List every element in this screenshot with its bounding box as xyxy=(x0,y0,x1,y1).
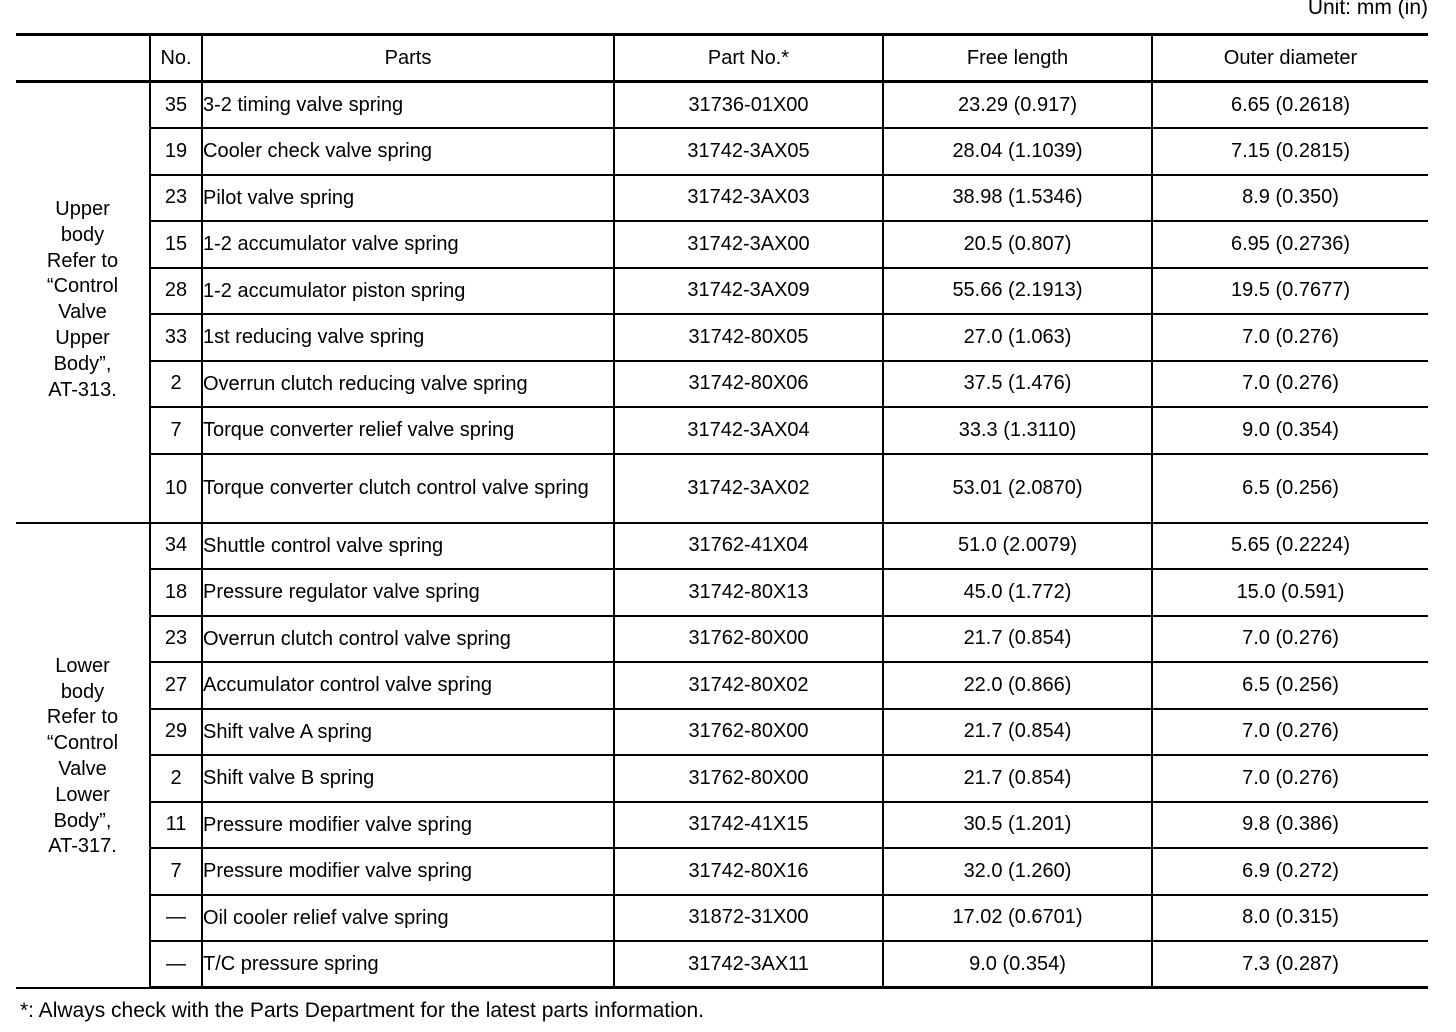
part-name: Shift valve A spring xyxy=(202,709,614,756)
table-row xyxy=(16,941,1428,988)
item-number: 7 xyxy=(150,848,202,895)
part-name: Accumulator control valve spring xyxy=(202,662,614,709)
group-label-line: “Control xyxy=(46,275,119,298)
part-name: Pressure modifier valve spring xyxy=(202,848,614,895)
outer-diameter: 6.5 (0.256) xyxy=(1152,662,1428,709)
group-label-line: body xyxy=(60,680,105,703)
lower-body-group-label xyxy=(16,523,150,988)
part-number: 31742-80X06 xyxy=(614,361,883,408)
unit-label: Unit: mm (in) xyxy=(1307,0,1428,19)
free-length: 37.5 (1.476) xyxy=(883,361,1152,408)
part-name: Torque converter relief valve spring xyxy=(202,407,614,454)
item-number: 33 xyxy=(150,314,202,361)
outer-diameter: 9.8 (0.386) xyxy=(1152,802,1428,849)
part-number: 31742-3AX03 xyxy=(614,175,883,222)
header-row xyxy=(16,35,1428,82)
table-row xyxy=(16,709,1428,756)
part-number: 31762-80X00 xyxy=(614,616,883,663)
part-number: 31872-31X00 xyxy=(614,895,883,942)
group-label-line: Upper xyxy=(55,198,110,221)
table-row xyxy=(16,314,1428,361)
group-label-line: Refer to xyxy=(46,249,119,272)
part-name: 1st reducing valve spring xyxy=(202,314,614,361)
part-name: Pilot valve spring xyxy=(202,175,614,222)
group-label-line: Valve xyxy=(58,758,107,780)
table-row xyxy=(16,82,1428,129)
table-row xyxy=(16,848,1428,895)
outer-diameter: 15.0 (0.591) xyxy=(1152,569,1428,616)
free-length: 21.7 (0.854) xyxy=(883,709,1152,756)
free-length: 55.66 (2.1913) xyxy=(883,268,1152,315)
group-label-line: AT-317. xyxy=(48,835,117,858)
item-number: 18 xyxy=(150,569,202,616)
group-label-line: “Control xyxy=(46,732,119,755)
group-label-line: body xyxy=(60,223,105,246)
table-row xyxy=(16,895,1428,942)
free-length: 33.3 (1.3110) xyxy=(883,407,1152,454)
free-length: 38.98 (1.5346) xyxy=(883,175,1152,222)
part-number: 31742-41X15 xyxy=(614,802,883,849)
part-name: Oil cooler relief valve spring xyxy=(202,895,614,942)
part-name: Pressure regulator valve spring xyxy=(202,569,614,616)
table-row xyxy=(16,454,1428,523)
item-number: — xyxy=(150,895,202,942)
group-label-line: Valve xyxy=(58,301,107,324)
part-name: Pressure modifier valve spring xyxy=(202,802,614,849)
outer-diameter: 8.9 (0.350) xyxy=(1152,175,1428,222)
outer-diameter: 5.65 (0.2224) xyxy=(1152,523,1428,570)
free-length: 20.5 (0.807) xyxy=(883,221,1152,268)
part-number: 31742-3AX00 xyxy=(614,221,883,268)
outer-diameter: 7.0 (0.276) xyxy=(1152,616,1428,663)
free-length: 27.0 (1.063) xyxy=(883,314,1152,361)
table-row xyxy=(16,221,1428,268)
part-name: Overrun clutch control valve spring xyxy=(202,616,614,663)
group-label-line: AT-313. xyxy=(48,378,117,401)
free-length: 9.0 (0.354) xyxy=(883,941,1152,988)
table-row xyxy=(16,361,1428,408)
free-length: 32.0 (1.260) xyxy=(883,848,1152,895)
free-length: 23.29 (0.917) xyxy=(883,82,1152,129)
table-row xyxy=(16,569,1428,616)
group-label-line: Body”, xyxy=(53,352,112,375)
upper-body-group-label xyxy=(16,82,150,523)
free-length: 30.5 (1.201) xyxy=(883,802,1152,849)
table-row xyxy=(16,523,1428,570)
outer-diameter: 8.0 (0.315) xyxy=(1152,895,1428,942)
free-length-column-header: Free length xyxy=(883,35,1152,82)
table-row xyxy=(16,755,1428,802)
parts-column-header: Parts xyxy=(202,35,614,82)
spring-spec-table xyxy=(16,33,1428,989)
item-number: 28 xyxy=(150,268,202,315)
outer-diameter: 7.0 (0.276) xyxy=(1152,361,1428,408)
no-column-header: No. xyxy=(150,35,202,82)
group-label-line: Lower xyxy=(55,783,110,806)
outer-diameter: 9.0 (0.354) xyxy=(1152,407,1428,454)
part-number: 31736-01X00 xyxy=(614,82,883,129)
part-no-column-header: Part No.* xyxy=(614,35,883,82)
part-number: 31742-80X02 xyxy=(614,662,883,709)
item-number: 29 xyxy=(150,709,202,756)
free-length: 51.0 (2.0079) xyxy=(883,523,1152,570)
part-number: 31742-3AX09 xyxy=(614,268,883,315)
item-number: 2 xyxy=(150,755,202,802)
outer-diameter: 7.0 (0.276) xyxy=(1152,709,1428,756)
outer-diameter: 6.95 (0.2736) xyxy=(1152,221,1428,268)
free-length: 53.01 (2.0870) xyxy=(883,454,1152,523)
part-number: 31762-80X00 xyxy=(614,709,883,756)
item-number: 27 xyxy=(150,662,202,709)
outer-diameter: 7.0 (0.276) xyxy=(1152,314,1428,361)
part-number: 31742-80X16 xyxy=(614,848,883,895)
table-row xyxy=(16,802,1428,849)
item-number: 34 xyxy=(150,523,202,570)
outer-diameter: 6.5 (0.256) xyxy=(1152,454,1428,523)
free-length: 28.04 (1.1039) xyxy=(883,128,1152,175)
group-label-line: Lower xyxy=(55,654,110,677)
item-number: 11 xyxy=(150,802,202,849)
free-length: 21.7 (0.854) xyxy=(883,616,1152,663)
item-number: 23 xyxy=(150,175,202,222)
part-name: T/C pressure spring xyxy=(202,941,614,988)
part-name: Shift valve B spring xyxy=(202,755,614,802)
part-number: 31742-3AX02 xyxy=(614,454,883,523)
part-name: Overrun clutch reducing valve spring xyxy=(202,361,614,408)
part-number: 31742-3AX05 xyxy=(614,128,883,175)
outer-diameter: 19.5 (0.7677) xyxy=(1152,268,1428,315)
outer-diameter-column-header: Outer diameter xyxy=(1152,35,1428,82)
part-name: 1-2 accumulator piston spring xyxy=(202,268,614,315)
part-number: 31742-80X13 xyxy=(614,569,883,616)
upper-body-section xyxy=(16,82,1428,523)
item-number: 23 xyxy=(150,616,202,663)
item-number: 15 xyxy=(150,221,202,268)
part-name: 1-2 accumulator valve spring xyxy=(202,221,614,268)
part-number: 31762-80X00 xyxy=(614,755,883,802)
part-name: Shuttle control valve spring xyxy=(202,523,614,570)
item-number: 35 xyxy=(150,82,202,129)
table-row xyxy=(16,175,1428,222)
table-row xyxy=(16,616,1428,663)
free-length: 22.0 (0.866) xyxy=(883,662,1152,709)
free-length: 21.7 (0.854) xyxy=(883,755,1152,802)
table-row xyxy=(16,268,1428,315)
table-row xyxy=(16,662,1428,709)
part-number: 31762-41X04 xyxy=(614,523,883,570)
group-label-line: Body”, xyxy=(53,809,112,832)
part-number: 31742-3AX04 xyxy=(614,407,883,454)
lower-body-section xyxy=(16,523,1428,988)
table-row xyxy=(16,407,1428,454)
part-name: 3-2 timing valve spring xyxy=(202,82,614,129)
part-number: 31742-80X05 xyxy=(614,314,883,361)
free-length: 17.02 (0.6701) xyxy=(883,895,1152,942)
item-number: 7 xyxy=(150,407,202,454)
part-name: Torque converter clutch control valve spring xyxy=(202,454,614,523)
group-column-header xyxy=(16,35,150,82)
group-label-line: Upper xyxy=(55,327,110,350)
free-length: 45.0 (1.772) xyxy=(883,569,1152,616)
part-name: Cooler check valve spring xyxy=(202,128,614,175)
footnote: *: Always check with the Parts Department for the latest parts information. xyxy=(20,999,704,1022)
item-number: 19 xyxy=(150,128,202,175)
outer-diameter: 6.65 (0.2618) xyxy=(1152,82,1428,129)
table-row xyxy=(16,128,1428,175)
item-number: — xyxy=(150,941,202,988)
outer-diameter: 7.3 (0.287) xyxy=(1152,941,1428,988)
outer-diameter: 6.9 (0.272) xyxy=(1152,848,1428,895)
outer-diameter: 7.15 (0.2815) xyxy=(1152,128,1428,175)
item-number: 10 xyxy=(150,454,202,523)
item-number: 2 xyxy=(150,361,202,408)
part-number: 31742-3AX11 xyxy=(614,941,883,988)
group-label-line: Refer to xyxy=(46,706,119,729)
outer-diameter: 7.0 (0.276) xyxy=(1152,755,1428,802)
